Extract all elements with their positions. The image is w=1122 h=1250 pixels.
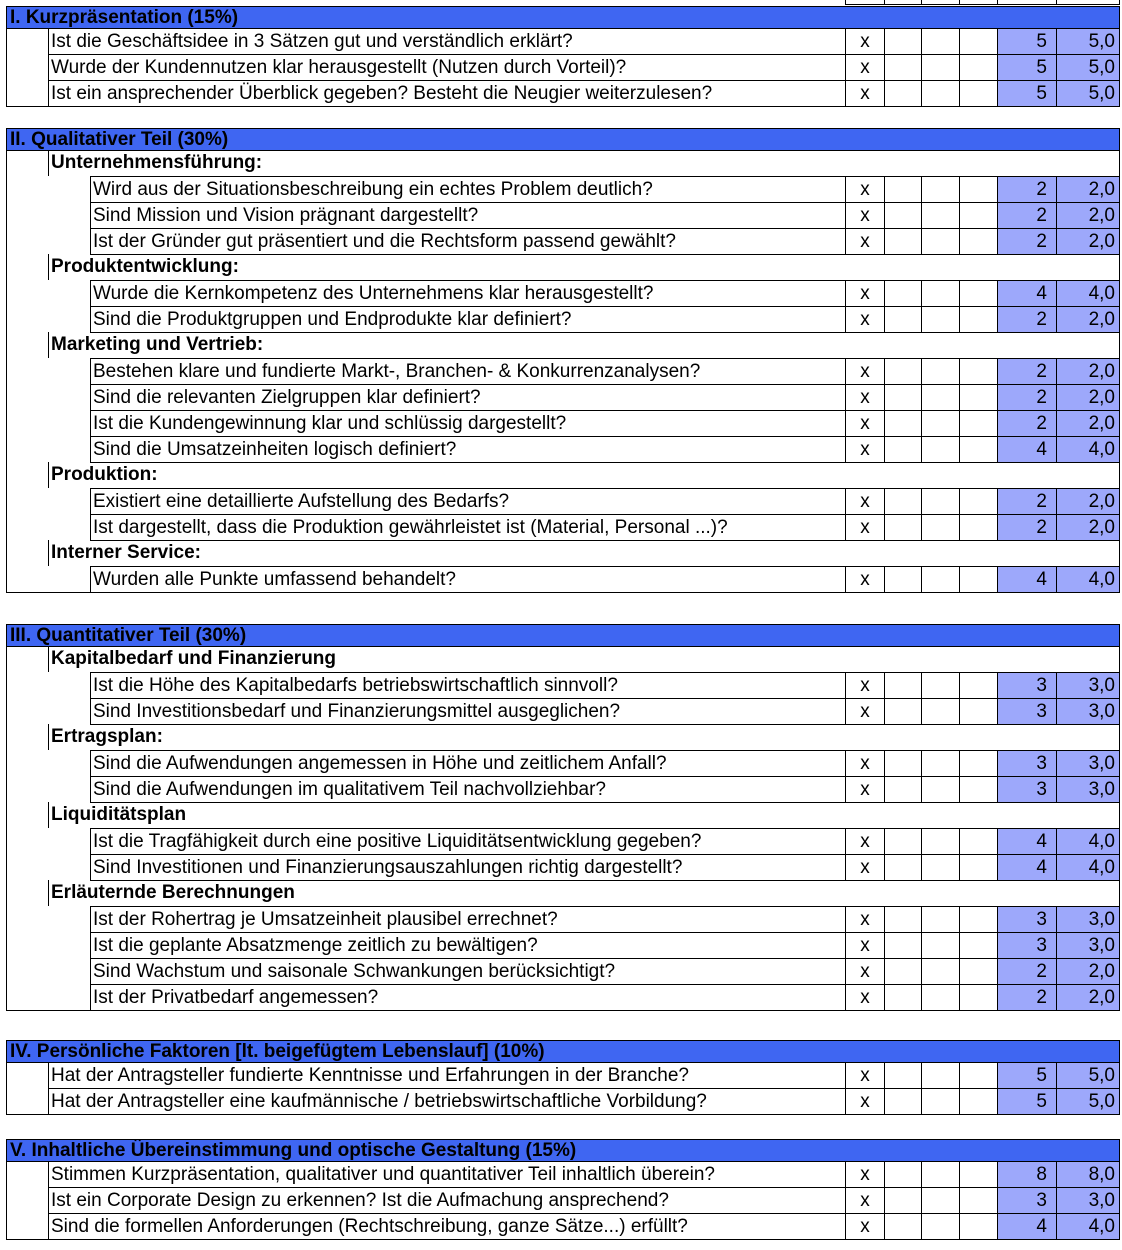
score-cell: 2 [997, 514, 1057, 541]
score-cell: 3 [997, 672, 1057, 699]
check-mark: x [845, 28, 885, 55]
check-mark: x [845, 488, 885, 515]
rating-cell [959, 1213, 998, 1240]
criterion-question: Sind Investitionsbedarf und Finanzierungsmittel ausgeglichen? [90, 698, 846, 725]
criterion-question: Ist die Tragfähigkeit durch eine positive Liquiditätsentwicklung gegeben? [90, 828, 846, 855]
criterion-question: Sind die Aufwendungen angemessen in Höhe und zeitlichem Anfall? [90, 750, 846, 777]
rating-cell [884, 750, 922, 777]
weighted-value: 3,0 [1056, 1187, 1120, 1214]
rating-cell [884, 1088, 922, 1115]
score-cell: 4 [997, 1213, 1057, 1240]
rating-cell [884, 228, 922, 255]
rating-cell [884, 698, 922, 725]
rating-cell [959, 1187, 998, 1214]
rating-cell [884, 854, 922, 881]
rating-cell [921, 984, 960, 1011]
rating-cell [884, 984, 922, 1011]
subsection-heading: Ertragsplan: [48, 724, 1120, 750]
score-cell: 2 [997, 176, 1057, 203]
weighted-value: 3,0 [1056, 672, 1120, 699]
weighted-value: 3,0 [1056, 776, 1120, 803]
check-mark: x [845, 906, 885, 933]
rating-cell [884, 566, 922, 593]
weighted-value: 2,0 [1056, 958, 1120, 985]
rating-cell [884, 1187, 922, 1214]
rating-cell [921, 854, 960, 881]
rating-cell [884, 1213, 922, 1240]
check-mark: x [845, 1187, 885, 1214]
criterion-question: Wurde die Kernkompetenz des Unternehmens klar herausgestellt? [90, 280, 846, 307]
rating-cell [884, 906, 922, 933]
rating-cell [921, 80, 960, 107]
weighted-value: 3,0 [1056, 932, 1120, 959]
weighted-value: 5,0 [1056, 1088, 1120, 1115]
weighted-value: 4,0 [1056, 436, 1120, 463]
rating-cell [959, 1088, 998, 1115]
subsection-heading: Interner Service: [48, 540, 1120, 566]
section-title: II. Qualitativer Teil (30%) [6, 128, 1120, 151]
rating-cell [959, 384, 998, 411]
criterion-question: Ist die Höhe des Kapitalbedarfs betriebswirtschaftlich sinnvoll? [90, 672, 846, 699]
check-mark: x [845, 280, 885, 307]
column-header-stub [845, 0, 885, 5]
rating-cell [959, 958, 998, 985]
rating-cell [921, 1062, 960, 1089]
subsection-heading: Erläuternde Berechnungen [48, 880, 1120, 906]
subsection-heading: Marketing und Vertrieb: [48, 332, 1120, 358]
weighted-value: 2,0 [1056, 228, 1120, 255]
score-cell: 4 [997, 566, 1057, 593]
check-mark: x [845, 80, 885, 107]
rating-cell [921, 1088, 960, 1115]
section-title: I. Kurzpräsentation (15%) [6, 6, 1120, 29]
criterion-question: Bestehen klare und fundierte Markt-, Branchen- & Konkurrenzanalysen? [90, 358, 846, 385]
check-mark: x [845, 672, 885, 699]
criterion-question: Sind Wachstum und saisonale Schwankungen berücksichtigt? [90, 958, 846, 985]
rating-cell [884, 1062, 922, 1089]
column-header-stub [884, 0, 922, 5]
criterion-question: Ist die geplante Absatzmenge zeitlich zu bewältigen? [90, 932, 846, 959]
criterion-question: Sind die relevanten Zielgruppen klar definiert? [90, 384, 846, 411]
score-cell: 2 [997, 410, 1057, 437]
rating-cell [959, 358, 998, 385]
check-mark: x [845, 932, 885, 959]
rating-cell [921, 750, 960, 777]
score-cell: 2 [997, 228, 1057, 255]
section-title: V. Inhaltliche Übereinstimmung und optische Gestaltung (15%) [6, 1139, 1120, 1162]
weighted-value: 4,0 [1056, 828, 1120, 855]
criterion-question: Wurden alle Punkte umfassend behandelt? [90, 566, 846, 593]
check-mark: x [845, 698, 885, 725]
rating-cell [959, 280, 998, 307]
subsection-heading: Unternehmensführung: [48, 150, 1120, 176]
criterion-question: Wird aus der Situationsbeschreibung ein echtes Problem deutlich? [90, 176, 846, 203]
check-mark: x [845, 776, 885, 803]
column-header-stub [997, 0, 1057, 5]
weighted-value: 2,0 [1056, 410, 1120, 437]
weighted-value: 2,0 [1056, 176, 1120, 203]
check-mark: x [845, 1161, 885, 1188]
rating-cell [959, 410, 998, 437]
rating-cell [921, 1161, 960, 1188]
weighted-value: 2,0 [1056, 202, 1120, 229]
check-mark: x [845, 1062, 885, 1089]
rating-cell [921, 306, 960, 333]
check-mark: x [845, 828, 885, 855]
rating-cell [884, 80, 922, 107]
rating-cell [884, 358, 922, 385]
weighted-value: 5,0 [1056, 80, 1120, 107]
criterion-question: Sind die Produktgruppen und Endprodukte klar definiert? [90, 306, 846, 333]
check-mark: x [845, 306, 885, 333]
check-mark: x [845, 384, 885, 411]
rating-cell [884, 384, 922, 411]
rating-cell [921, 1187, 960, 1214]
rating-cell [921, 698, 960, 725]
score-cell: 2 [997, 306, 1057, 333]
rating-cell [959, 906, 998, 933]
criterion-question: Sind Investitionen und Finanzierungsauszahlungen richtig dargestellt? [90, 854, 846, 881]
score-cell: 8 [997, 1161, 1057, 1188]
rating-cell [959, 28, 998, 55]
rating-cell [921, 566, 960, 593]
weighted-value: 5,0 [1056, 28, 1120, 55]
weighted-value: 4,0 [1056, 854, 1120, 881]
rating-cell [884, 28, 922, 55]
rating-cell [884, 776, 922, 803]
score-cell: 3 [997, 906, 1057, 933]
weighted-value: 8,0 [1056, 1161, 1120, 1188]
criterion-question: Ist ein Corporate Design zu erkennen? Ist die Aufmachung ansprechend? [48, 1187, 846, 1214]
rating-cell [884, 202, 922, 229]
rating-cell [884, 54, 922, 81]
subsection-heading: Produktion: [48, 462, 1120, 488]
criterion-question: Ist der Rohertrag je Umsatzeinheit plausibel errechnet? [90, 906, 846, 933]
rating-cell [884, 828, 922, 855]
rating-cell [884, 410, 922, 437]
rating-cell [921, 384, 960, 411]
rating-cell [884, 672, 922, 699]
score-cell: 2 [997, 384, 1057, 411]
rating-cell [921, 358, 960, 385]
weighted-value: 5,0 [1056, 54, 1120, 81]
weighted-value: 4,0 [1056, 1213, 1120, 1240]
score-cell: 3 [997, 750, 1057, 777]
rating-cell [959, 202, 998, 229]
criterion-question: Sind Mission und Vision prägnant dargestellt? [90, 202, 846, 229]
rating-cell [921, 54, 960, 81]
rating-cell [921, 410, 960, 437]
rating-cell [959, 984, 998, 1011]
check-mark: x [845, 436, 885, 463]
rating-cell [884, 306, 922, 333]
weighted-value: 3,0 [1056, 750, 1120, 777]
criterion-question: Wurde der Kundennutzen klar herausgestellt (Nutzen durch Vorteil)? [48, 54, 846, 81]
rating-cell [884, 932, 922, 959]
weighted-value: 2,0 [1056, 514, 1120, 541]
rating-cell [921, 436, 960, 463]
check-mark: x [845, 54, 885, 81]
criterion-question: Existiert eine detaillierte Aufstellung des Bedarfs? [90, 488, 846, 515]
criterion-question: Stimmen Kurzpräsentation, qualitativer und quantitativer Teil inhaltlich überein? [48, 1161, 846, 1188]
score-cell: 5 [997, 54, 1057, 81]
rating-cell [921, 202, 960, 229]
rating-cell [921, 176, 960, 203]
score-cell: 3 [997, 698, 1057, 725]
rating-cell [921, 958, 960, 985]
weighted-value: 2,0 [1056, 984, 1120, 1011]
rating-cell [959, 932, 998, 959]
check-mark: x [845, 1088, 885, 1115]
rating-cell [959, 54, 998, 81]
rating-cell [959, 436, 998, 463]
criterion-question: Hat der Antragsteller fundierte Kenntnisse und Erfahrungen in der Branche? [48, 1062, 846, 1089]
rating-cell [921, 932, 960, 959]
subsection-heading: Liquiditätsplan [48, 802, 1120, 828]
rating-cell [921, 776, 960, 803]
weighted-value: 2,0 [1056, 306, 1120, 333]
column-header-stub [959, 0, 998, 5]
check-mark: x [845, 202, 885, 229]
subsection-heading: Kapitalbedarf und Finanzierung [48, 646, 1120, 672]
rating-cell [959, 80, 998, 107]
rating-cell [959, 776, 998, 803]
rating-cell [884, 436, 922, 463]
rating-cell [921, 828, 960, 855]
rating-cell [921, 228, 960, 255]
rating-cell [921, 906, 960, 933]
check-mark: x [845, 566, 885, 593]
score-cell: 2 [997, 958, 1057, 985]
criterion-question: Sind die formellen Anforderungen (Rechtschreibung, ganze Sätze...) erfüllt? [48, 1213, 846, 1240]
weighted-value: 5,0 [1056, 1062, 1120, 1089]
check-mark: x [845, 1213, 885, 1240]
rating-cell [884, 488, 922, 515]
criterion-question: Sind die Umsatzeinheiten logisch definiert? [90, 436, 846, 463]
rating-cell [884, 176, 922, 203]
rating-cell [959, 488, 998, 515]
rating-cell [959, 854, 998, 881]
criterion-question: Hat der Antragsteller eine kaufmännische / betriebswirtschaftliche Vorbildung? [48, 1088, 846, 1115]
section-title: IV. Persönliche Faktoren [lt. beigefügtem Lebenslauf] (10%) [6, 1040, 1120, 1063]
criterion-question: Sind die Aufwendungen im qualitativem Teil nachvollziehbar? [90, 776, 846, 803]
check-mark: x [845, 984, 885, 1011]
rating-cell [959, 566, 998, 593]
criterion-question: Ist die Geschäftsidee in 3 Sätzen gut und verständlich erklärt? [48, 28, 846, 55]
score-cell: 4 [997, 280, 1057, 307]
rating-cell [884, 1161, 922, 1188]
rating-cell [884, 280, 922, 307]
criterion-question: Ist die Kundengewinnung klar und schlüssig dargestellt? [90, 410, 846, 437]
weighted-value: 4,0 [1056, 280, 1120, 307]
score-cell: 3 [997, 932, 1057, 959]
weighted-value: 3,0 [1056, 906, 1120, 933]
rating-cell [884, 514, 922, 541]
criterion-question: Ist ein ansprechender Überblick gegeben? Besteht die Neugier weiterzulesen? [48, 80, 846, 107]
weighted-value: 3,0 [1056, 698, 1120, 725]
rating-cell [959, 514, 998, 541]
weighted-value: 2,0 [1056, 488, 1120, 515]
score-cell: 5 [997, 80, 1057, 107]
score-cell: 4 [997, 854, 1057, 881]
criterion-question: Ist der Privatbedarf angemessen? [90, 984, 846, 1011]
rating-cell [959, 228, 998, 255]
check-mark: x [845, 958, 885, 985]
rating-cell [921, 672, 960, 699]
check-mark: x [845, 358, 885, 385]
weighted-value: 2,0 [1056, 384, 1120, 411]
rating-cell [921, 514, 960, 541]
rating-cell [959, 750, 998, 777]
rating-cell [921, 1213, 960, 1240]
criterion-question: Ist der Gründer gut präsentiert und die Rechtsform passend gewählt? [90, 228, 846, 255]
rating-cell [921, 28, 960, 55]
subsection-heading: Produktentwicklung: [48, 254, 1120, 280]
rating-cell [959, 698, 998, 725]
check-mark: x [845, 514, 885, 541]
section-title: III. Quantitativer Teil (30%) [6, 624, 1120, 647]
score-cell: 2 [997, 488, 1057, 515]
rating-cell [884, 958, 922, 985]
check-mark: x [845, 750, 885, 777]
rating-cell [959, 672, 998, 699]
column-header-stub [1056, 0, 1120, 5]
check-mark: x [845, 854, 885, 881]
criterion-question: Ist dargestellt, dass die Produktion gewährleistet ist (Material, Personal ...)? [90, 514, 846, 541]
weighted-value: 2,0 [1056, 358, 1120, 385]
check-mark: x [845, 176, 885, 203]
score-cell: 4 [997, 828, 1057, 855]
score-cell: 5 [997, 1062, 1057, 1089]
rating-cell [921, 280, 960, 307]
rating-cell [921, 488, 960, 515]
rating-cell [959, 176, 998, 203]
weighted-value: 4,0 [1056, 566, 1120, 593]
rating-cell [959, 828, 998, 855]
rating-cell [959, 306, 998, 333]
score-cell: 2 [997, 984, 1057, 1011]
score-cell: 2 [997, 358, 1057, 385]
column-header-stub [921, 0, 960, 5]
check-mark: x [845, 410, 885, 437]
score-cell: 4 [997, 436, 1057, 463]
check-mark: x [845, 228, 885, 255]
score-cell: 5 [997, 28, 1057, 55]
rating-cell [959, 1161, 998, 1188]
score-cell: 5 [997, 1088, 1057, 1115]
score-cell: 3 [997, 1187, 1057, 1214]
score-cell: 3 [997, 776, 1057, 803]
score-cell: 2 [997, 202, 1057, 229]
rating-cell [959, 1062, 998, 1089]
